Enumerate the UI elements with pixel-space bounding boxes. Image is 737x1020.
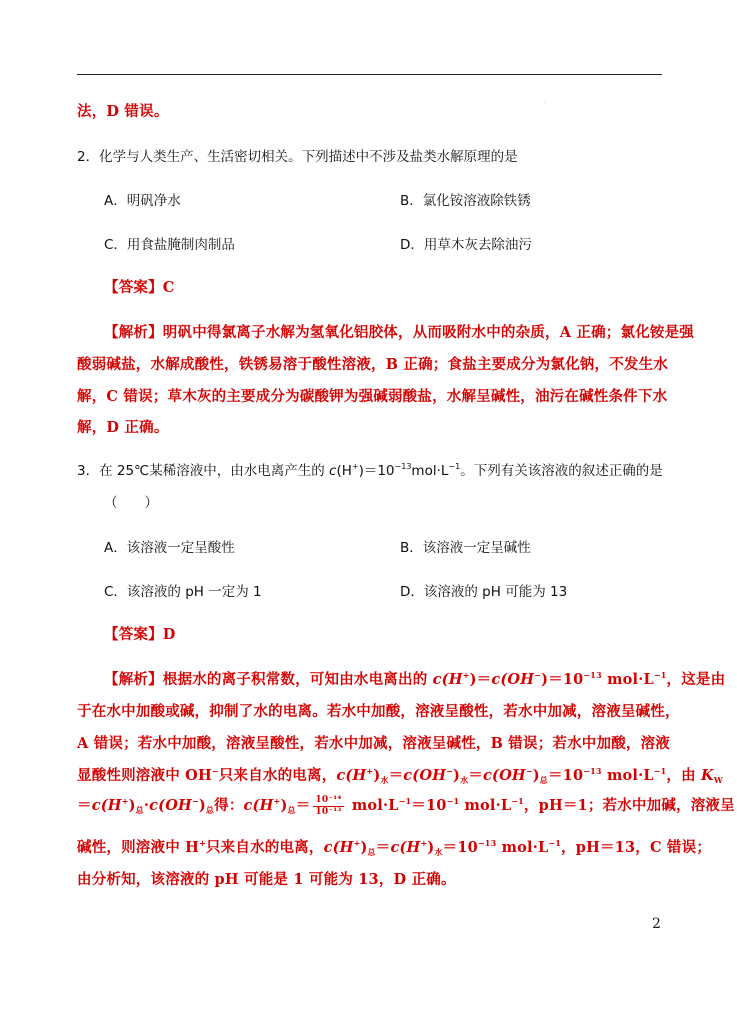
a4-e: + (366, 766, 374, 776)
a1-g: )＝10 (541, 671, 584, 688)
q3-stem-after: 。下列有关该溶液的叙述正确的是 (460, 463, 663, 479)
q3-stem-mid: )＝10 (358, 463, 395, 479)
a4-b: − (211, 766, 219, 776)
scan-dot: · (544, 100, 546, 107)
a4-t: mol·L (601, 767, 654, 784)
a4-n: c(OH (482, 767, 526, 784)
a1-j: −1 (653, 670, 667, 680)
a5-s: ＝10 (411, 797, 447, 814)
a1-i: mol·L (601, 671, 654, 688)
a4-r: ＝10 (547, 767, 584, 784)
a5-k: 得： (214, 797, 244, 814)
a5-u: mol·L (459, 797, 512, 814)
q3-stem-text: 3．在 25℃某稀溶液中，由水电离产生的 (77, 463, 330, 479)
q3-stem-c: c (329, 463, 337, 479)
q2-analysis-line-3: 解，C 错误；草木灰的主要成分为碳酸钾为强碱弱酸盐，水解呈碱性，油污在碱性条件下水 (77, 388, 668, 405)
q3-stem-exp: −13 (394, 462, 412, 471)
a4-d: c(H (336, 767, 367, 784)
question-2-stem: 2．化学与人类生产、生活密切相关。下列描述中不涉及盐类水解原理的是 (77, 149, 518, 165)
fraction-numerator: 10⁻¹⁴ (315, 794, 342, 805)
header-rule (77, 74, 662, 75)
q2-analysis-line-1: 【解析】明矾中得氯离子水解为氢氧化铝胶体，从而吸附水中的杂质，A 正确；氯化铵是强 (104, 324, 694, 341)
a5-j: 总 (205, 805, 215, 815)
a5-g: c(OH (149, 797, 192, 814)
q2-option-b: B．氯化铵溶液除铁锈 (400, 193, 531, 209)
question-3-stem (77, 459, 677, 479)
fraction (313, 795, 343, 818)
a5-d: ) (128, 797, 136, 814)
q2-option-a: A．明矾净水 (104, 193, 181, 209)
a4-q: 总 (539, 775, 548, 785)
a4-c: 只来自水的电离， (218, 767, 337, 784)
a5-v: −1 (511, 796, 524, 806)
a4-j: − (446, 766, 454, 776)
q3-option-a: A．该溶液一定呈酸性 (104, 540, 235, 556)
a6-j: + (420, 838, 428, 848)
a4-u: −1 (653, 766, 667, 776)
q3-blank: （ ） (104, 495, 158, 511)
a6-n: −13 (477, 838, 497, 848)
a4-f: ) (373, 767, 381, 784)
a4-m: ＝ (468, 767, 483, 784)
a5-c: + (121, 796, 129, 806)
a5-h: − (191, 796, 199, 806)
q2-option-d: D．用草木灰去除油污 (400, 237, 532, 253)
a5-q: mol·L (346, 797, 399, 814)
a4-l: 水 (460, 775, 469, 785)
a6-d: c(H (323, 839, 354, 856)
a5-n: ) (280, 797, 288, 814)
q3-analysis-line-2: 于在水中加酸或碱，抑制了水的电离。若水中加酸，溶液呈酸性，若水中加减，溶液呈碱性， (77, 703, 680, 720)
a1-e: c(OH (491, 671, 535, 688)
q3-stem-h: (H (336, 463, 352, 479)
q3-option-d: D．该溶液的 pH 可能为 13 (400, 584, 568, 600)
a6-c: 只来自水的电离， (205, 839, 324, 856)
a6-a: 碱性，则溶液中 H (77, 839, 200, 856)
a6-i: c(H (390, 839, 421, 856)
a5-b: c(H (91, 797, 122, 814)
q2-analysis-line-2: 酸弱碱盐，水解成酸性，铁锈易溶于酸性溶液，B 正确；食盐主要成分为氯化钠，不发生水 (77, 356, 668, 373)
a4-k: ) (453, 767, 461, 784)
a1-b: c(H (432, 671, 463, 688)
a5-i: ) (198, 797, 206, 814)
a4-i: c(OH (403, 767, 447, 784)
q2-analysis-line-4: 解，D 正确。 (77, 419, 169, 436)
fraction-denominator: 10⁻¹³ (315, 806, 342, 817)
a4-a: 显酸性则溶液中 OH (77, 767, 212, 784)
a4-w: K (701, 767, 714, 784)
a5-r: −1 (398, 796, 412, 806)
q3-analysis-line-7: 由分析知，该溶液的 pH 可能是 1 可能为 13，D 正确。 (77, 871, 456, 888)
a5-w: ，pH＝1；若水中加碱，溶液呈 (523, 797, 735, 814)
a6-g: 总 (367, 847, 376, 857)
q3-stem-unit-exp: −1 (448, 462, 461, 471)
a6-k: ) (427, 839, 435, 856)
q3-stem-unit: mol·L (411, 463, 449, 479)
a6-b: + (199, 838, 206, 848)
a1-k: ，这是由 (666, 671, 726, 688)
q3-analysis-line-5 (77, 794, 735, 818)
q3-option-b: B．该溶液一定呈碱性 (400, 540, 531, 556)
a4-g: 水 (380, 775, 389, 785)
q2-option-c: C．用食盐腌制肉制品 (104, 237, 235, 253)
a4-h: ＝ (388, 767, 404, 784)
a1-d: )＝ (469, 671, 492, 688)
q3-analysis-line-6 (77, 836, 712, 857)
a6-q: ，pH＝13，C 错误； (561, 839, 712, 856)
a1-h: −13 (583, 670, 602, 680)
a4-o: − (525, 766, 533, 776)
a5-t: −1 (446, 796, 460, 806)
q3-stem-plus: + (351, 462, 359, 471)
a5-f: · (143, 797, 150, 814)
a6-p: −1 (548, 838, 562, 848)
a5-a: ＝ (77, 797, 92, 814)
a5-m: + (273, 796, 281, 806)
a4-x: W (713, 775, 724, 785)
q2-answer: 【答案】C (104, 279, 175, 296)
a6-l: 水 (434, 847, 443, 857)
a1-a: 【解析】根据水的离子积常数，可知由水电离出的 (104, 671, 433, 688)
a5-e: 总 (135, 805, 144, 815)
q3-answer: 【答案】D (104, 626, 176, 643)
a4-s: −13 (583, 766, 602, 776)
a6-e: + (353, 838, 361, 848)
a4-v: ，由 (666, 767, 702, 784)
q3-analysis-line-1 (104, 668, 726, 689)
a6-m: ＝10 (442, 839, 478, 856)
a1-c: + (462, 670, 470, 680)
a5-l: c(H (243, 797, 274, 814)
continued-analysis: 法，D 错误。 (77, 103, 169, 120)
a6-o: mol·L (496, 839, 549, 856)
a4-p: ) (532, 767, 540, 784)
a5-p: ＝ (295, 797, 311, 814)
a1-f: − (534, 670, 542, 680)
a6-h: ＝ (375, 839, 391, 856)
a6-f: ) (360, 839, 368, 856)
page-number: 2 (652, 916, 661, 932)
q3-analysis-line-4 (77, 764, 724, 785)
q3-analysis-line-3: A 错误；若水中加酸，溶液呈酸性，若水中加减，溶液呈碱性，B 错误；若水中加酸，溶液 (77, 735, 670, 752)
q3-option-c: C．该溶液的 pH 一定为 1 (104, 584, 262, 600)
a5-o: 总 (287, 805, 296, 815)
